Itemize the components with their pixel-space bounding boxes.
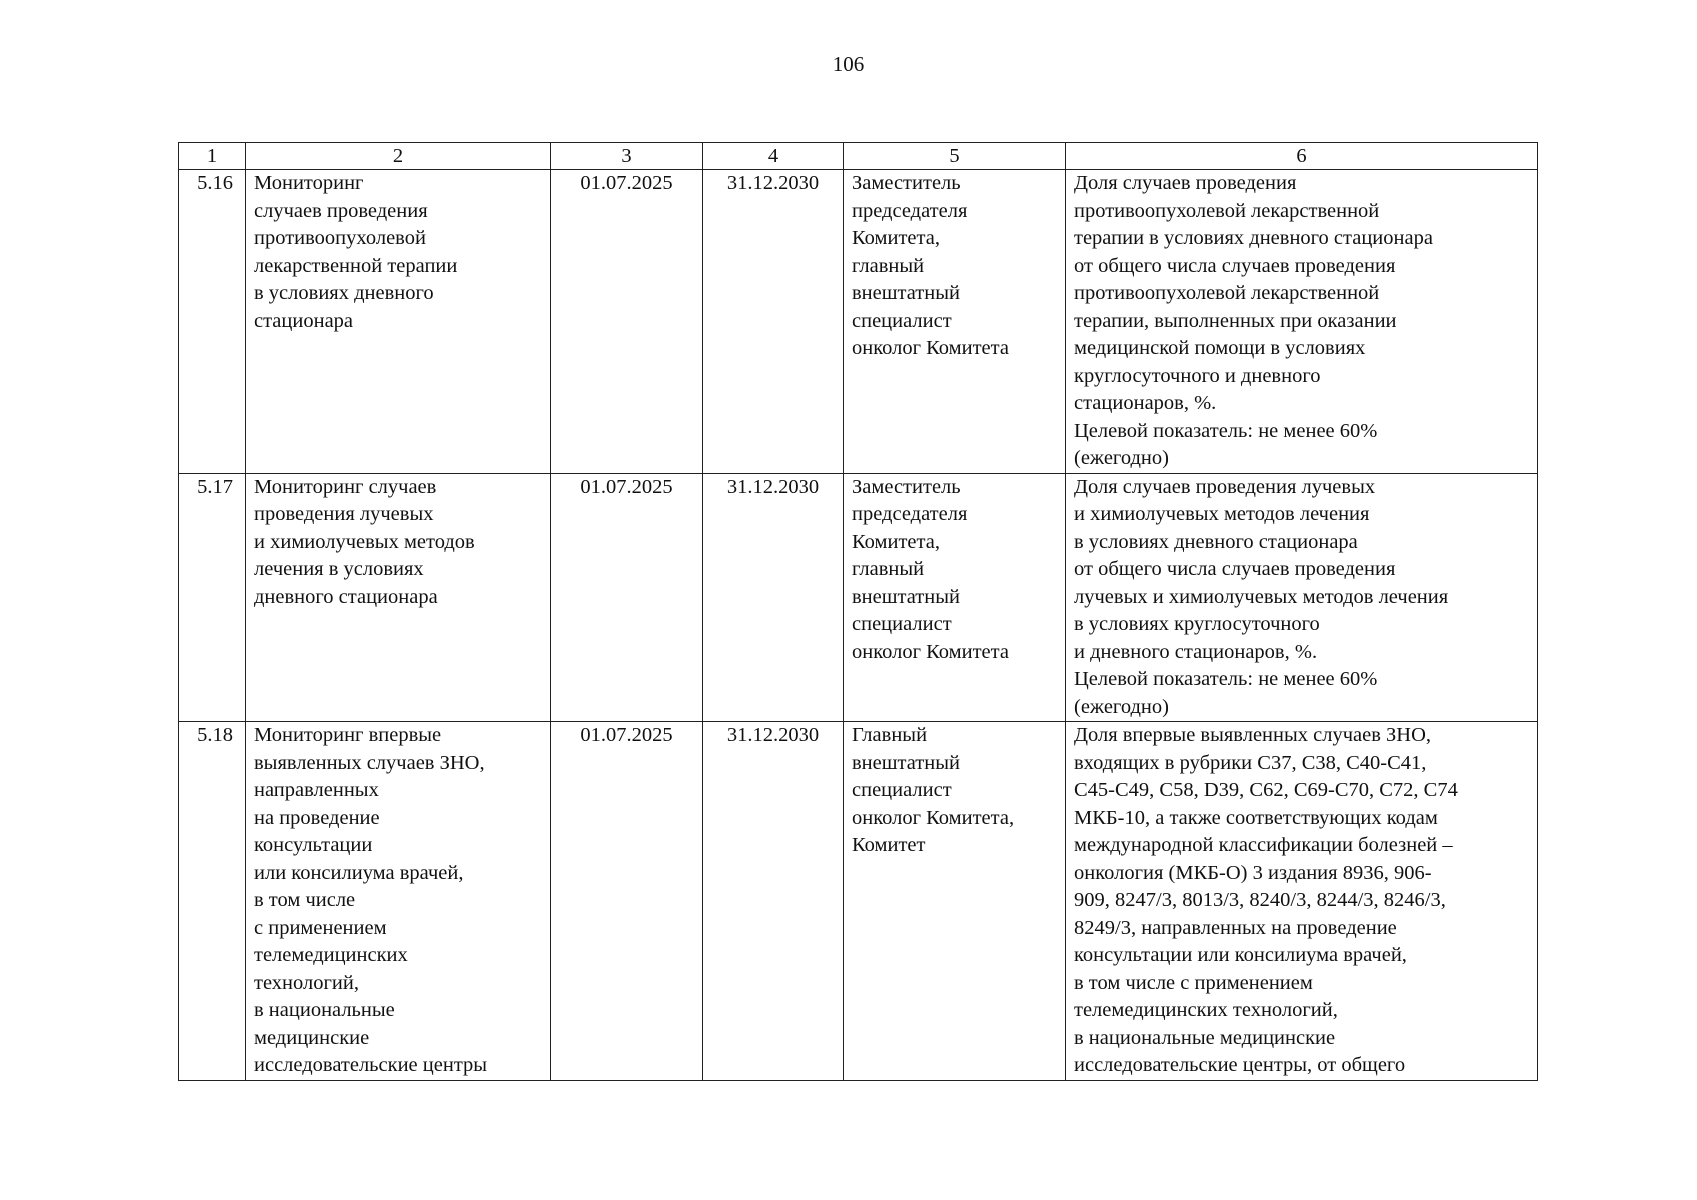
column-header: 4 — [703, 143, 844, 170]
action-cell: Мониторинг случаев проведения противоопухолевой лекарственной терапии в условиях дневного стационара — [246, 170, 551, 474]
table-row — [179, 722, 1538, 1081]
action-cell: Мониторинг впервые выявленных случаев ЗНО, направленных на проведение консультации или консилиума врачей, в том числе с применением телемедицинских технологий, в национальные медицинские исследовательские центры — [246, 722, 551, 1081]
indicator-cell: Доля впервые выявленных случаев ЗНО, входящих в рубрики C37, C38, C40-C41, C45-C49, C58, D39, C62, C69-C70, C72, C74 МКБ-10, а также соответствующих кодам международной классификации болезней – онкология (МКБ-О) 3 издания 8936, 906- 909, 8247/3, 8013/3, 8240/3, 8244/3, 8246/3, 8249/3, направленных на проведение консультации или консилиума врачей, в том числе с применением телемедицинских технологий, в национальные медицинские исследовательские центры, от общего — [1066, 722, 1538, 1081]
row-number: 5.16 — [179, 170, 246, 474]
responsible-cell: Главный внештатный специалист онколог Комитета, Комитет — [844, 722, 1066, 1081]
responsible-cell: Заместитель председателя Комитета, главный внештатный специалист онколог Комитета — [844, 473, 1066, 722]
end-date-cell: 31.12.2030 — [703, 722, 844, 1081]
start-date-cell: 01.07.2025 — [551, 170, 703, 474]
table-header-row — [179, 143, 1538, 170]
column-header: 5 — [844, 143, 1066, 170]
column-header: 1 — [179, 143, 246, 170]
column-header: 6 — [1066, 143, 1538, 170]
responsible-cell: Заместитель председателя Комитета, главный внештатный специалист онколог Комитета — [844, 170, 1066, 474]
indicator-cell: Доля случаев проведения лучевых и химиолучевых методов лечения в условиях дневного стационара от общего числа случаев проведения лучевых и химиолучевых методов лечения в условиях круглосуточного и дневного стационаров, %. Целевой показатель: не менее 60% (ежегодно) — [1066, 473, 1538, 722]
column-header: 3 — [551, 143, 703, 170]
plan-table — [178, 142, 1538, 1081]
row-number: 5.17 — [179, 473, 246, 722]
table-row — [179, 170, 1538, 474]
start-date-cell: 01.07.2025 — [551, 473, 703, 722]
end-date-cell: 31.12.2030 — [703, 170, 844, 474]
end-date-cell: 31.12.2030 — [703, 473, 844, 722]
row-number: 5.18 — [179, 722, 246, 1081]
column-header: 2 — [246, 143, 551, 170]
page-number: 106 — [832, 52, 865, 76]
start-date-cell: 01.07.2025 — [551, 722, 703, 1081]
action-cell: Мониторинг случаев проведения лучевых и химиолучевых методов лечения в условиях дневного стационара — [246, 473, 551, 722]
table-row — [179, 473, 1538, 722]
indicator-cell: Доля случаев проведения противоопухолевой лекарственной терапии в условиях дневного стационара от общего числа случаев проведения противоопухолевой лекарственной терапии, выполненных при оказании медицинской помощи в условиях круглосуточного и дневного стационаров, %. Целевой показатель: не менее 60% (ежегодно) — [1066, 170, 1538, 474]
